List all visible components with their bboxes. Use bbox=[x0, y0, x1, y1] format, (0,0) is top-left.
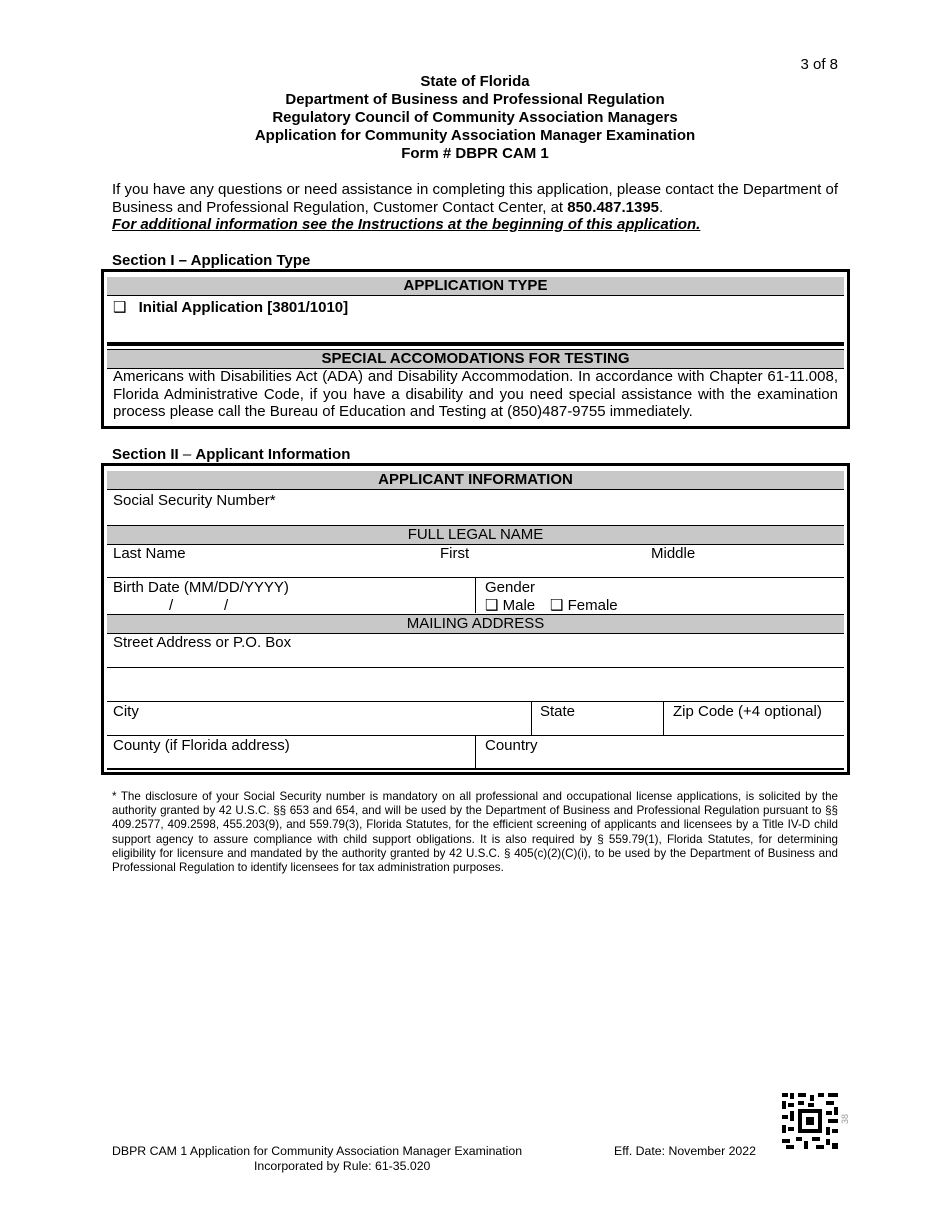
section2-title bbox=[112, 446, 350, 463]
divider bbox=[107, 342, 844, 346]
col-divider bbox=[663, 701, 664, 735]
row-divider bbox=[107, 701, 844, 702]
header-application-title: Application for Community Association Manager Examination bbox=[254, 127, 696, 144]
application-type-table bbox=[101, 269, 850, 429]
male-label: Male bbox=[502, 597, 536, 614]
zip-code-field[interactable]: Zip Code (+4 optional) bbox=[673, 703, 822, 720]
row-divider bbox=[107, 667, 844, 668]
intro-period: . bbox=[659, 198, 664, 216]
intro-text: If you have any questions or need assistance in completing this application, please contact the Department of Business and Professional Regulation, Customer Contact Center, at bbox=[112, 181, 838, 216]
mailing-address-header: MAILING ADDRESS bbox=[107, 614, 844, 634]
col-divider bbox=[475, 735, 476, 768]
birth-date-field[interactable]: Birth Date (MM/DD/YYYY) bbox=[113, 579, 289, 596]
ada-text: Americans with Disabilities Act (ADA) and Disability Accommodation. In accordance with Chapter 61-11.008, Florida Administrative Code, if you have a disability and you need special assistance with the examination process please call the Bureau of Education and Testing at (850)487-9755 immediately. bbox=[113, 368, 838, 420]
section2-title-dash: – bbox=[178, 446, 196, 463]
gender-female-option[interactable] bbox=[550, 597, 618, 615]
col-divider bbox=[475, 577, 476, 613]
gender-label: Gender bbox=[485, 579, 536, 596]
instructions-note: For additional information see the Instructions at the beginning of this application. bbox=[112, 216, 701, 233]
checkbox-icon[interactable]: ❑ bbox=[113, 299, 127, 316]
contact-phone: 850.487.1395 bbox=[567, 198, 660, 216]
checkbox-icon[interactable]: ❑ bbox=[550, 597, 564, 614]
header-department: Department of Business and Professional Regulation bbox=[285, 91, 665, 108]
table-bottom bbox=[107, 768, 844, 770]
gender-male-option[interactable] bbox=[485, 597, 535, 615]
section2-title-rest: Applicant Information bbox=[195, 446, 351, 463]
full-legal-name-header: FULL LEGAL NAME bbox=[107, 525, 844, 545]
header-form-number: Form # DBPR CAM 1 bbox=[401, 145, 549, 162]
intro-paragraph bbox=[112, 181, 838, 234]
applicant-information-header: APPLICANT INFORMATION bbox=[107, 471, 844, 490]
section1-title: Section I – Application Type bbox=[112, 252, 311, 269]
code-number: 38 bbox=[840, 1113, 851, 1125]
birth-date-slash-2: / bbox=[224, 597, 229, 614]
initial-application-option[interactable] bbox=[113, 299, 348, 317]
footer-rule: Incorporated by Rule: 61-35.020 bbox=[254, 1159, 431, 1173]
state-field[interactable]: State bbox=[540, 703, 576, 720]
col-divider bbox=[531, 701, 532, 735]
accommodations-header: SPECIAL ACCOMODATIONS FOR TESTING bbox=[107, 349, 844, 369]
qr-code-icon bbox=[782, 1093, 838, 1149]
birth-date-slash-1: / bbox=[169, 597, 174, 614]
footer-form-title: DBPR CAM 1 Application for Community Association Manager Examination bbox=[112, 1144, 523, 1158]
form-header bbox=[0, 73, 950, 163]
header-state: State of Florida bbox=[420, 73, 530, 90]
female-label: Female bbox=[567, 597, 618, 614]
header-council: Regulatory Council of Community Association Managers bbox=[272, 109, 678, 126]
initial-application-label: Initial Application [3801/1010] bbox=[138, 299, 349, 316]
applicant-information-table bbox=[101, 463, 850, 775]
ssn-footnote: * The disclosure of your Social Security number is mandatory on all professional and occupational license applications, is solicited by the authority granted by 42 U.S.C. §§ 653 and 654, and will be used by the Department of Business and Professional Regulation pursuant to §§ 409.2577, 409.2598, 455.203(9), and 559.79(3), Florida Statutes, for the efficient screening of applicants and licensees by a Title IV-D child support agency to assure compliance with child support obligations. It is also required by § 559.79(1), Florida Statutes, for determining eligibility for licensure and mandated by the authority granted by 42 U.S.C. § 405(c)(2)(C)(i), to be used by the Department of Business and Professional Regulation to identify licensees for tax administration purposes. bbox=[112, 790, 838, 875]
country-field[interactable]: Country bbox=[485, 737, 538, 754]
application-type-header: APPLICATION TYPE bbox=[107, 277, 844, 296]
section2-title-bold: Section II bbox=[112, 446, 179, 463]
ssn-field[interactable]: Social Security Number* bbox=[113, 492, 276, 509]
street-address-field[interactable]: Street Address or P.O. Box bbox=[113, 634, 292, 651]
page-number: 3 of 8 bbox=[800, 56, 838, 73]
last-name-field[interactable]: Last Name bbox=[113, 545, 186, 562]
checkbox-icon[interactable]: ❑ bbox=[485, 597, 499, 614]
city-field[interactable]: City bbox=[113, 703, 139, 720]
first-name-field[interactable]: First bbox=[440, 545, 470, 562]
footer-eff-date: Eff. Date: November 2022 bbox=[614, 1144, 756, 1158]
middle-name-field[interactable]: Middle bbox=[651, 545, 696, 562]
county-field[interactable]: County (if Florida address) bbox=[113, 737, 290, 754]
